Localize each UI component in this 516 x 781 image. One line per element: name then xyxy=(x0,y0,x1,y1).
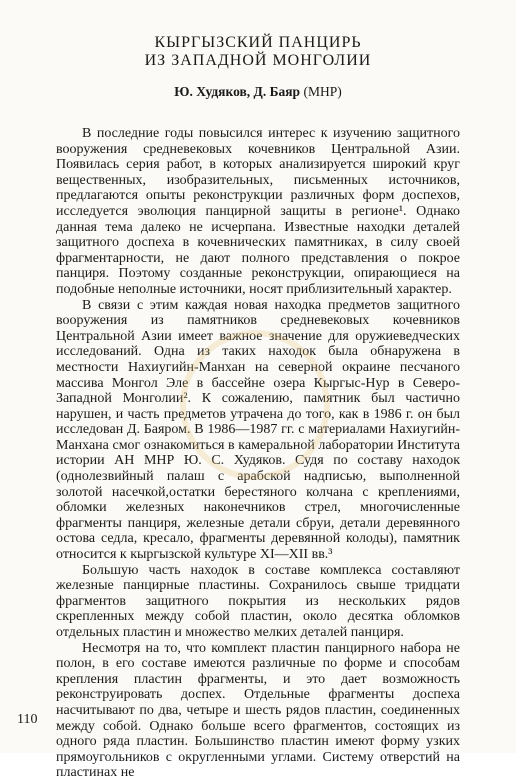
paragraph: Несмотря на то, что комплект пластин панцирного набора не полон, в его составе имеются различные по форме и способам крепления пластин фрагменты, и это дает возможность реконструировать доспех. Отдельные фрагменты доспеха насчитывают по два, четыре и шесть рядов пластин, соединенных между собой. Однако больше всего фрагментов, состоящих из одного ряда пластин. Большинство пластин имеют форму узких прямоугольников с округленными углами. Систему отверстий на пластинах не xyxy=(56,640,460,781)
author-names: Ю. Худяков, Д. Баяр xyxy=(174,84,301,99)
title-line-2: ИЗ ЗАПАДНОЙ МОНГОЛИИ xyxy=(144,52,372,69)
paragraph: В последние годы повысился интерес к изучению защитного вооружения средневековых кочевников Центральной Азии. Появилась серия работ, в которых анализируется широкий круг вещественных, изобразительных, письменных источников, предлагаются опыты реконструкции различных форм доспехов, исследуется эволюция панцирной защиты в регионе¹. Однако данная тема далеко не исчерпана. Известные находки деталей защитного доспеха в кочевнических памятниках, в силу своей фрагментарности, не дают полного представления о покрое панциря. Поэтому созданные реконструкции, опирающиеся на подобные неполные источники, носят приблизительный характер. xyxy=(56,126,460,297)
article-body xyxy=(56,126,460,781)
author-org: (МНР) xyxy=(303,84,342,99)
page-number: 110 xyxy=(17,712,38,727)
title-line-1: КЫРГЫЗСКИЙ ПАНЦИРЬ xyxy=(154,34,362,51)
paragraph: Большую часть находок в составе комплекса составляют железные панцирные пластины. Сохранилось свыше тридцати фрагментов защитного покрытия из нескольких рядов скрепленных между собой пластин, около десятка обломков отдельных пластин и множество мелких деталей панциря. xyxy=(56,562,460,640)
paragraph: В связи с этим каждая новая находка предметов защитного вооружения из памятников средневековых кочевников Центральной Азии имеет важное значение для оружиеведческих исследований. Одна из таких находок была обнаружена в местности Нахиугийн-Манхан на северной окраине песчаного массива Монгол Эле в бассейне озера Кыргыс-Нур в Северо-Западной Монголии². К сожалению, памятник был частично нарушен, и часть предметов утрачена до того, как в 1986 г. он был исследован Д. Баяром. В 1986—1987 гг. с материалами Нахиугийн-Манхана смог ознакомиться в камеральной лаборатории Института истории АН МНР Ю. С. Худяков. Судя по составу находок (однолезвийный палаш с арабской надписью, выполненной золотой насечкой,остатки берестяного колчана с креплениями, обломки железных наконечников стрел, многочисленные фрагменты панциря, железные детали сбруи, детали деревянного остова седла, кресало, фрагменты деревянной колоды), памятник относится к кыргызской культуре XI—XII вв.³ xyxy=(56,297,460,563)
article-authors xyxy=(56,84,460,100)
article-title xyxy=(56,34,460,70)
